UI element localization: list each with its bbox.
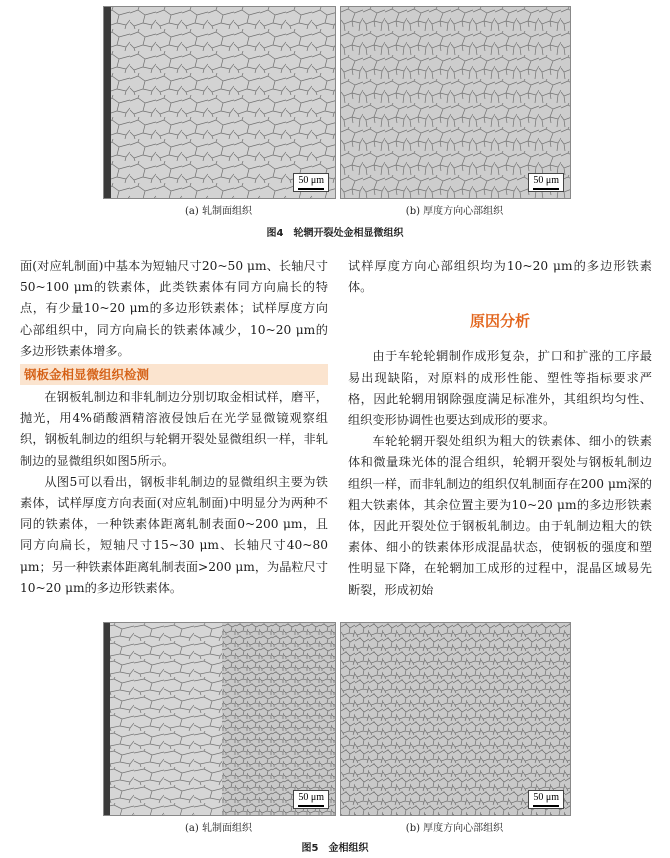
micrograph-grain-pattern <box>104 7 335 198</box>
figure5-left-subcaption: (a) 轧制面组织 <box>185 823 252 834</box>
micrograph-grain-pattern <box>341 623 570 815</box>
scale-label: 50 μm <box>298 175 324 186</box>
paragraph: 在钢板轧制边和非轧制边分别切取金相试样，磨平，抛光，用4%硝酸酒精溶液侵蚀后在光学显微镜观察组织，钢板轧制边的组织与轮辋开裂处显微组织一样，非轧制边的显微组织如图5所示。 <box>20 390 328 468</box>
figure4-right-micrograph <box>340 6 571 199</box>
scale-line <box>298 805 324 807</box>
scale-label: 50 μm <box>533 175 559 186</box>
scale-label: 50 μm <box>298 792 324 803</box>
scale-bar <box>528 790 564 809</box>
micrograph-grain-pattern <box>104 623 335 815</box>
paragraph: 面(对应轧制面)中基本为短轴尺寸20~50 μm、长轴尺寸50~100 μm的铁素体，此类铁素体有同方向扁长的特点，有少量10~20 μm的多边形铁素体；试样厚度方向心部组织中，同方向扁长的铁素体减少，10~20 μm的多边形铁素体增多。 <box>20 259 328 358</box>
paragraph: 车轮轮辋开裂处组织为粗大的铁素体、细小的铁素体和微量珠光体的混合组织，轮辋开裂处与钢板轧制边组织一样，而非轧制边的组织仅轧制面存在200 μm深的粗大铁素体，其余位置主要为10~20 μm的多边形铁素体，因此开裂处位于钢板轧制边。由于轧制边粗大的铁素体、细小的铁素体形成混晶状态，使钢板的强度和塑性明显下降，在轮辋加工成形的过程中，混晶区域易先断裂，形成初始 <box>348 434 652 597</box>
scale-bar <box>293 173 329 192</box>
figure5-caption: 图5 金相组织 <box>301 843 369 854</box>
scale-bar <box>528 173 564 192</box>
figure4-left-micrograph <box>103 6 336 199</box>
scale-bar <box>293 790 329 809</box>
figure4-caption: 图4 轮辋开裂处金相显微组织 <box>266 228 404 239</box>
figure4-right-subcaption: (b) 厚度方向心部组织 <box>405 206 504 217</box>
scale-line <box>298 188 324 190</box>
figure5-right-subcaption: (b) 厚度方向心部组织 <box>405 823 504 834</box>
paragraph: 试样厚度方向心部组织均为10~20 μm的多边形铁素体。 <box>348 259 652 295</box>
scale-line <box>533 188 559 190</box>
figure4-left-subcaption: (a) 轧制面组织 <box>185 206 252 217</box>
scale-label: 50 μm <box>533 792 559 803</box>
right-text-column <box>348 256 652 601</box>
micrograph-grain-pattern <box>341 7 570 198</box>
figure5-right-micrograph <box>340 622 571 816</box>
section-heading: 钢板金相显微组织检测 <box>20 364 328 385</box>
scale-line <box>533 805 559 807</box>
paragraph: 从图5可以看出，钢板非轧制边的显微组织主要为铁素体，试样厚度方向表面(对应轧制面)中明显分为两种不同的铁素体，一种铁素体距离轧制表面0~200 μm，且同方向扁长，短轴尺寸15~30 μm、长轴尺寸40~80 μm；另一种铁素体距离轧制表面>200 μm，为晶粒尺寸10~20 μm的多边形铁素体。 <box>20 474 328 595</box>
figure5-left-micrograph <box>103 622 336 816</box>
paragraph: 由于车轮轮辋制作成形复杂，扩口和扩涨的工序最易出现缺陷，对原料的成形性能、塑性等指标要求严格，因此轮辋用钢除强度满足标准外，其组织均匀性、组织变形协调性也要达到成形的要求。 <box>348 349 652 428</box>
left-text-column <box>20 256 328 599</box>
section-heading: 原因分析 <box>469 312 530 331</box>
